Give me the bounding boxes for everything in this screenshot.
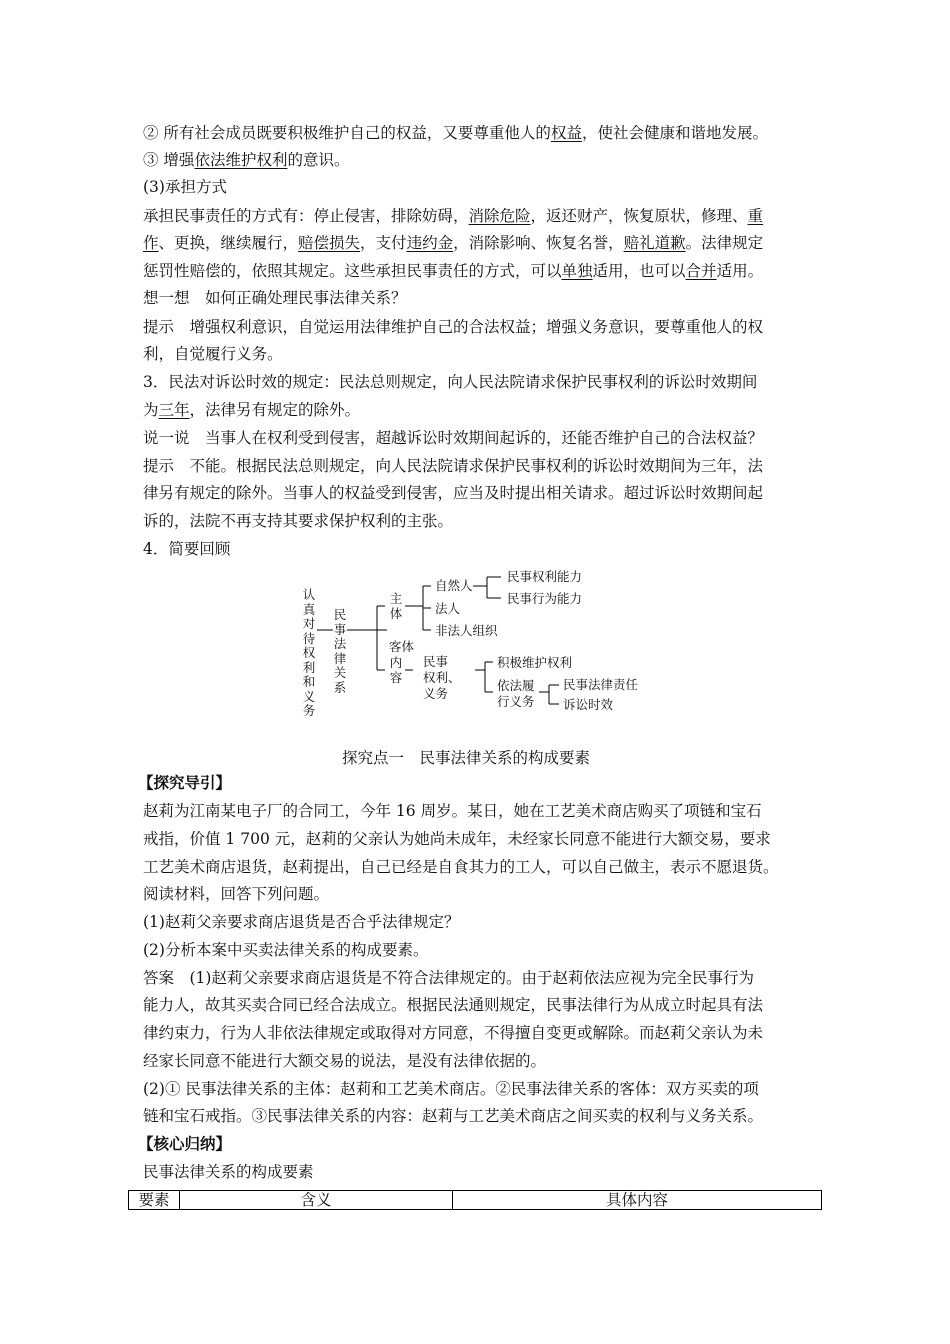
table-header-cell: 要素 bbox=[129, 1191, 180, 1210]
diagram-capacity-rights: 民事权利能力 bbox=[507, 569, 583, 584]
paragraph-line: 惩罚性赔偿的，依照其规定。这些承担民事责任的方式，可以单独适用，也可以合并适用。 bbox=[143, 262, 764, 280]
core-title: 民事法律关系的构成要素 bbox=[143, 1163, 314, 1181]
diagram-limitation: 诉讼时效 bbox=[563, 697, 614, 712]
diagram-rights-line1: 民事 bbox=[423, 654, 449, 669]
diagram-liability: 民事法律责任 bbox=[563, 677, 639, 692]
diagram-object: 客体 bbox=[389, 639, 415, 654]
elements-table bbox=[128, 1190, 822, 1210]
table-header-row bbox=[129, 1191, 822, 1210]
answer-line: 能力人，故其买卖合同已经合法成立。根据民法通则规定，民事法律行为从成立时起具有法 bbox=[143, 996, 764, 1014]
table-header-cell: 含义 bbox=[180, 1191, 453, 1210]
diagram-duty-line2: 行义务 bbox=[497, 694, 535, 709]
core-label: 【核心归纳】 bbox=[138, 1134, 232, 1153]
diagram-rights-line3: 义务 bbox=[423, 686, 449, 701]
paragraph-line: 提示 增强权利意识，自觉运用法律维护自己的合法权益；增强义务意识，要尊重他人的权 bbox=[143, 318, 764, 336]
paragraph-line: ③ 增强依法维护权利的意识。 bbox=[143, 151, 350, 169]
paragraph-line: 提示 不能。根据民法总则规定，向人民法院请求保护民事权利的诉讼时效期间为三年，法 bbox=[143, 457, 764, 475]
diagram-lines bbox=[295, 566, 665, 716]
paragraph-line: 想一想 如何正确处理民事法律关系？ bbox=[143, 289, 407, 307]
answer-line: 经家长同意不能进行大额交易的说法，是没有法律依据的。 bbox=[143, 1052, 547, 1070]
paragraph-line: 为三年，法律另有规定的除外。 bbox=[143, 401, 361, 419]
diagram-subject: 主体 bbox=[389, 591, 403, 621]
guide-label: 【探究导引】 bbox=[138, 773, 232, 792]
answer-line: (2)① 民事法律关系的主体：赵莉和工艺美术商店。②民事法律关系的客体：双方买卖的项 bbox=[143, 1080, 759, 1098]
paragraph-line: 3．民法对诉讼时效的规定：民法总则规定，向人民法院请求保护民事权利的诉讼时效期间 bbox=[143, 373, 758, 391]
review-diagram bbox=[295, 566, 665, 716]
diagram-duty-line1: 依法履 bbox=[497, 678, 535, 693]
diagram-natural-person: 自然人 bbox=[435, 578, 473, 593]
paragraph-line: 利，自觉履行义务。 bbox=[143, 345, 283, 363]
paragraph-line: 律另有规定的除外。当事人的权益受到侵害，应当及时提出相关请求。超过诉讼时效期间起 bbox=[143, 484, 764, 502]
diagram-civil-relation: 民事法律关系 bbox=[333, 607, 347, 695]
diagram-legal-person: 法人 bbox=[435, 601, 461, 616]
paragraph-line: 诉的，法院不再支持其要求保护权利的主张。 bbox=[143, 512, 454, 530]
diagram-rights-line2: 权利、 bbox=[423, 670, 461, 685]
paragraph-line: (3)承担方式 bbox=[143, 178, 227, 196]
answer-line: 律约束力，行为人非依法律规定或取得对方同意，不得擅自变更或解除。而赵莉父亲认为未 bbox=[143, 1024, 764, 1042]
question-1: (1)赵莉父亲要求商店退货是否合乎法律规定？ bbox=[143, 913, 460, 931]
diagram-unincorporated: 非法人组织 bbox=[435, 623, 498, 638]
diagram-root: 认真对待权利和义务 bbox=[302, 587, 316, 718]
paragraph-line: 阅读材料，回答下列问题。 bbox=[143, 885, 330, 903]
diagram-content: 内容 bbox=[389, 655, 403, 685]
paragraph-line: 说一说 当事人在权利受到侵害，超越诉讼时效期间起诉的，还能否维护自己的合法权益？ bbox=[143, 429, 764, 447]
answer-line: 链和宝石戒指。③民事法律关系的内容：赵莉与工艺美术商店之间买卖的权利与义务关系。 bbox=[143, 1107, 764, 1125]
paragraph-line: 4．简要回顾 bbox=[143, 540, 231, 558]
paragraph-line: ② 所有社会成员既要积极维护自己的权益，又要尊重他人的权益，使社会健康和谐地发展。 bbox=[143, 124, 768, 142]
section-title: 探究点一 民事法律关系的构成要素 bbox=[342, 749, 591, 767]
question-2: (2)分析本案中买卖法律关系的构成要素。 bbox=[143, 941, 429, 959]
paragraph-line: 赵莉为江南某电子厂的合同工，今年 16 周岁。某日，她在工艺美术商店购买了项链和宝石 bbox=[143, 802, 762, 820]
diagram-capacity-action: 民事行为能力 bbox=[507, 591, 583, 606]
paragraph-line: 承担民事责任的方式有：停止侵害，排除妨碍，消除危险，返还财产，恢复原状，修理、重 bbox=[143, 207, 764, 225]
paragraph-line: 戒指，价值 1 700 元，赵莉的父亲认为她尚未成年，未经家长同意不能进行大额交易，要求 bbox=[143, 830, 771, 848]
table-header-cell: 具体内容 bbox=[453, 1191, 822, 1210]
paragraph-line: 工艺美术商店退货，赵莉提出，自己已经是自食其力的工人，可以自己做主，表示不愿退货。 bbox=[143, 858, 779, 876]
diagram-active-protect: 积极维护权利 bbox=[497, 655, 573, 670]
answer-line: 答案 (1)赵莉父亲要求商店退货是不符合法律规定的。由于赵莉依法应视为完全民事行为 bbox=[143, 969, 754, 987]
paragraph-line: 作、更换，继续履行，赔偿损失，支付违约金，消除影响、恢复名誉，赔礼道歉。法律规定 bbox=[143, 234, 764, 252]
